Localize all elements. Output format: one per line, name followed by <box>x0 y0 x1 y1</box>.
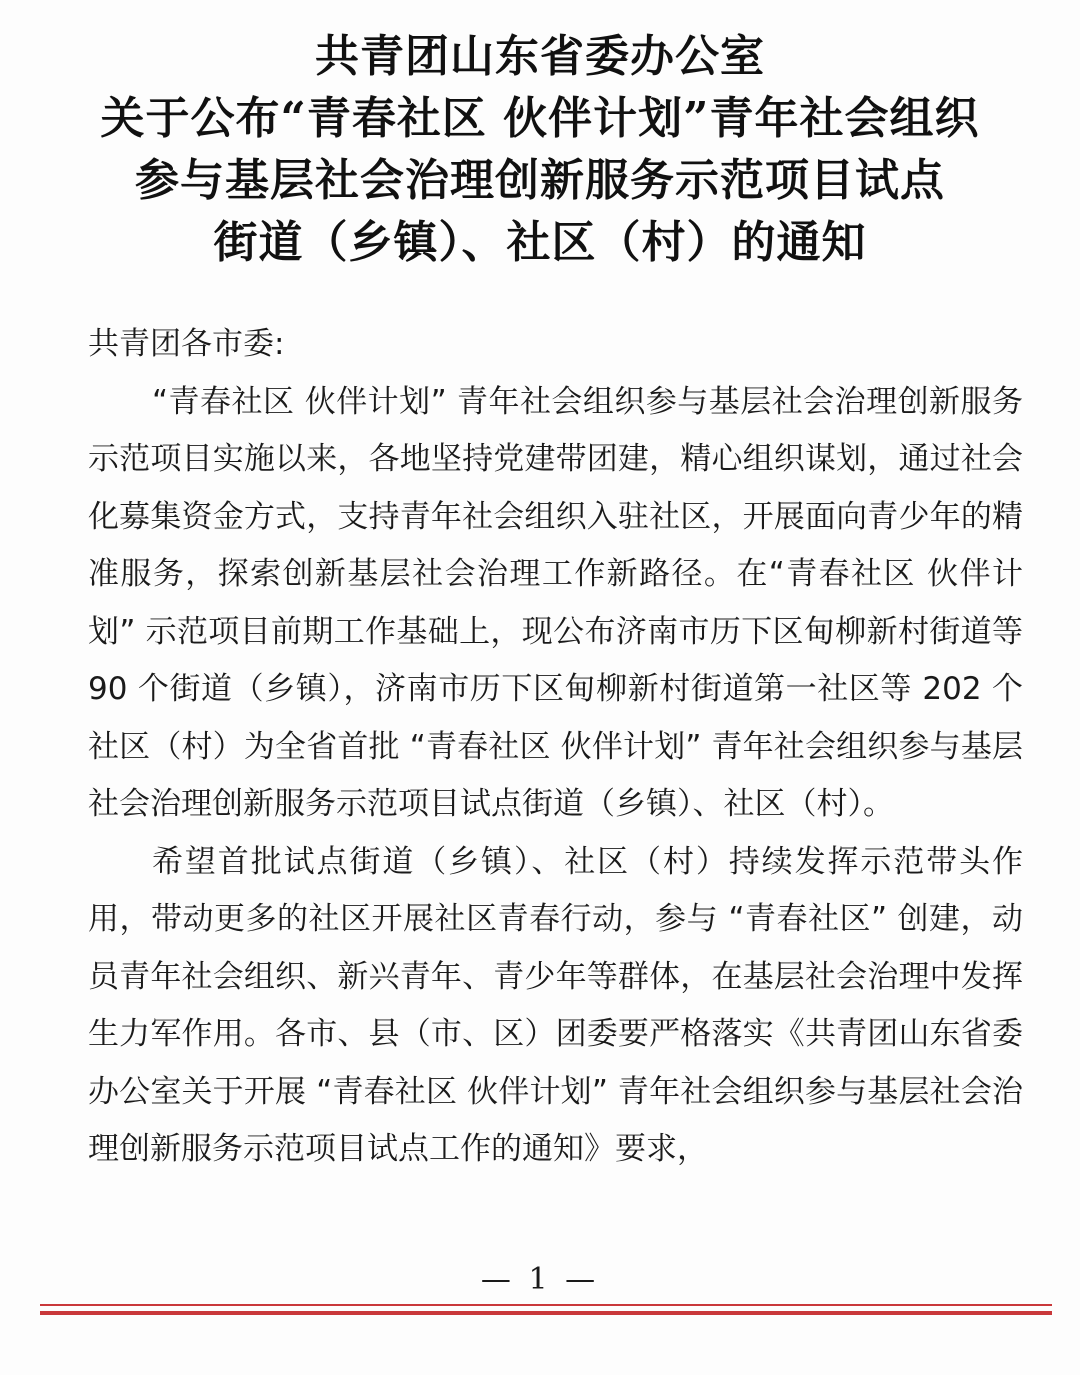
title-line-1: 共青团山东省委办公室 <box>315 31 765 82</box>
title-line-3: 参与基层社会治理创新服务示范项目试点 <box>135 155 945 206</box>
paragraph-1: “青春社区 伙伴计划” 青年社会组织参与基层社会治理创新服务示范项目实施以来，各地坚持党建带团建，精心组织谋划，通过社会化募集资金方式，支持青年社会组织入驻社区，开展面向青少年的精准服务，探索创新基层社会治理工作新路径。在“青春社区 伙伴计划” 示范项目前期工作基础上，现公布济南市历下区甸柳新村街道等 90 个街道（乡镇），济南市历下区甸柳新村街道第一社区等 202 个社区（村）为全省首批 “青春社区 伙伴计划” 青年社会组织参与基层社会治理创新服务示范项目试点街道（乡镇）、社区（村）。 <box>88 383 1023 822</box>
title-line-2: 关于公布“青春社区 伙伴计划”青年社会组织 <box>100 93 980 144</box>
paragraph-2: 希望首批试点街道（乡镇）、社区（村）持续发挥示范带头作用，带动更多的社区开展社区青春行动，参与 “青春社区” 创建，动员青年社会组织、新兴青年、青少年等群体，在基层社会治理中发挥生力军作用。各市、县（市、区）团委要严格落实《共青团山东省委办公室关于开展 “青春社区 伙伴计划” 青年社会组织参与基层社会治理创新服务示范项目试点工作的通知》要求， <box>88 843 1023 1167</box>
title-line-4: 街道（乡镇）、社区（村）的通知 <box>213 217 867 268</box>
footer-rule-thin <box>40 1304 1052 1306</box>
document-title <box>60 26 1020 274</box>
page-number: — 1 — <box>480 1262 600 1297</box>
salutation: 共青团各市委: <box>88 326 285 362</box>
document-body <box>88 316 1023 1179</box>
footer-rule-thick <box>40 1311 1052 1315</box>
